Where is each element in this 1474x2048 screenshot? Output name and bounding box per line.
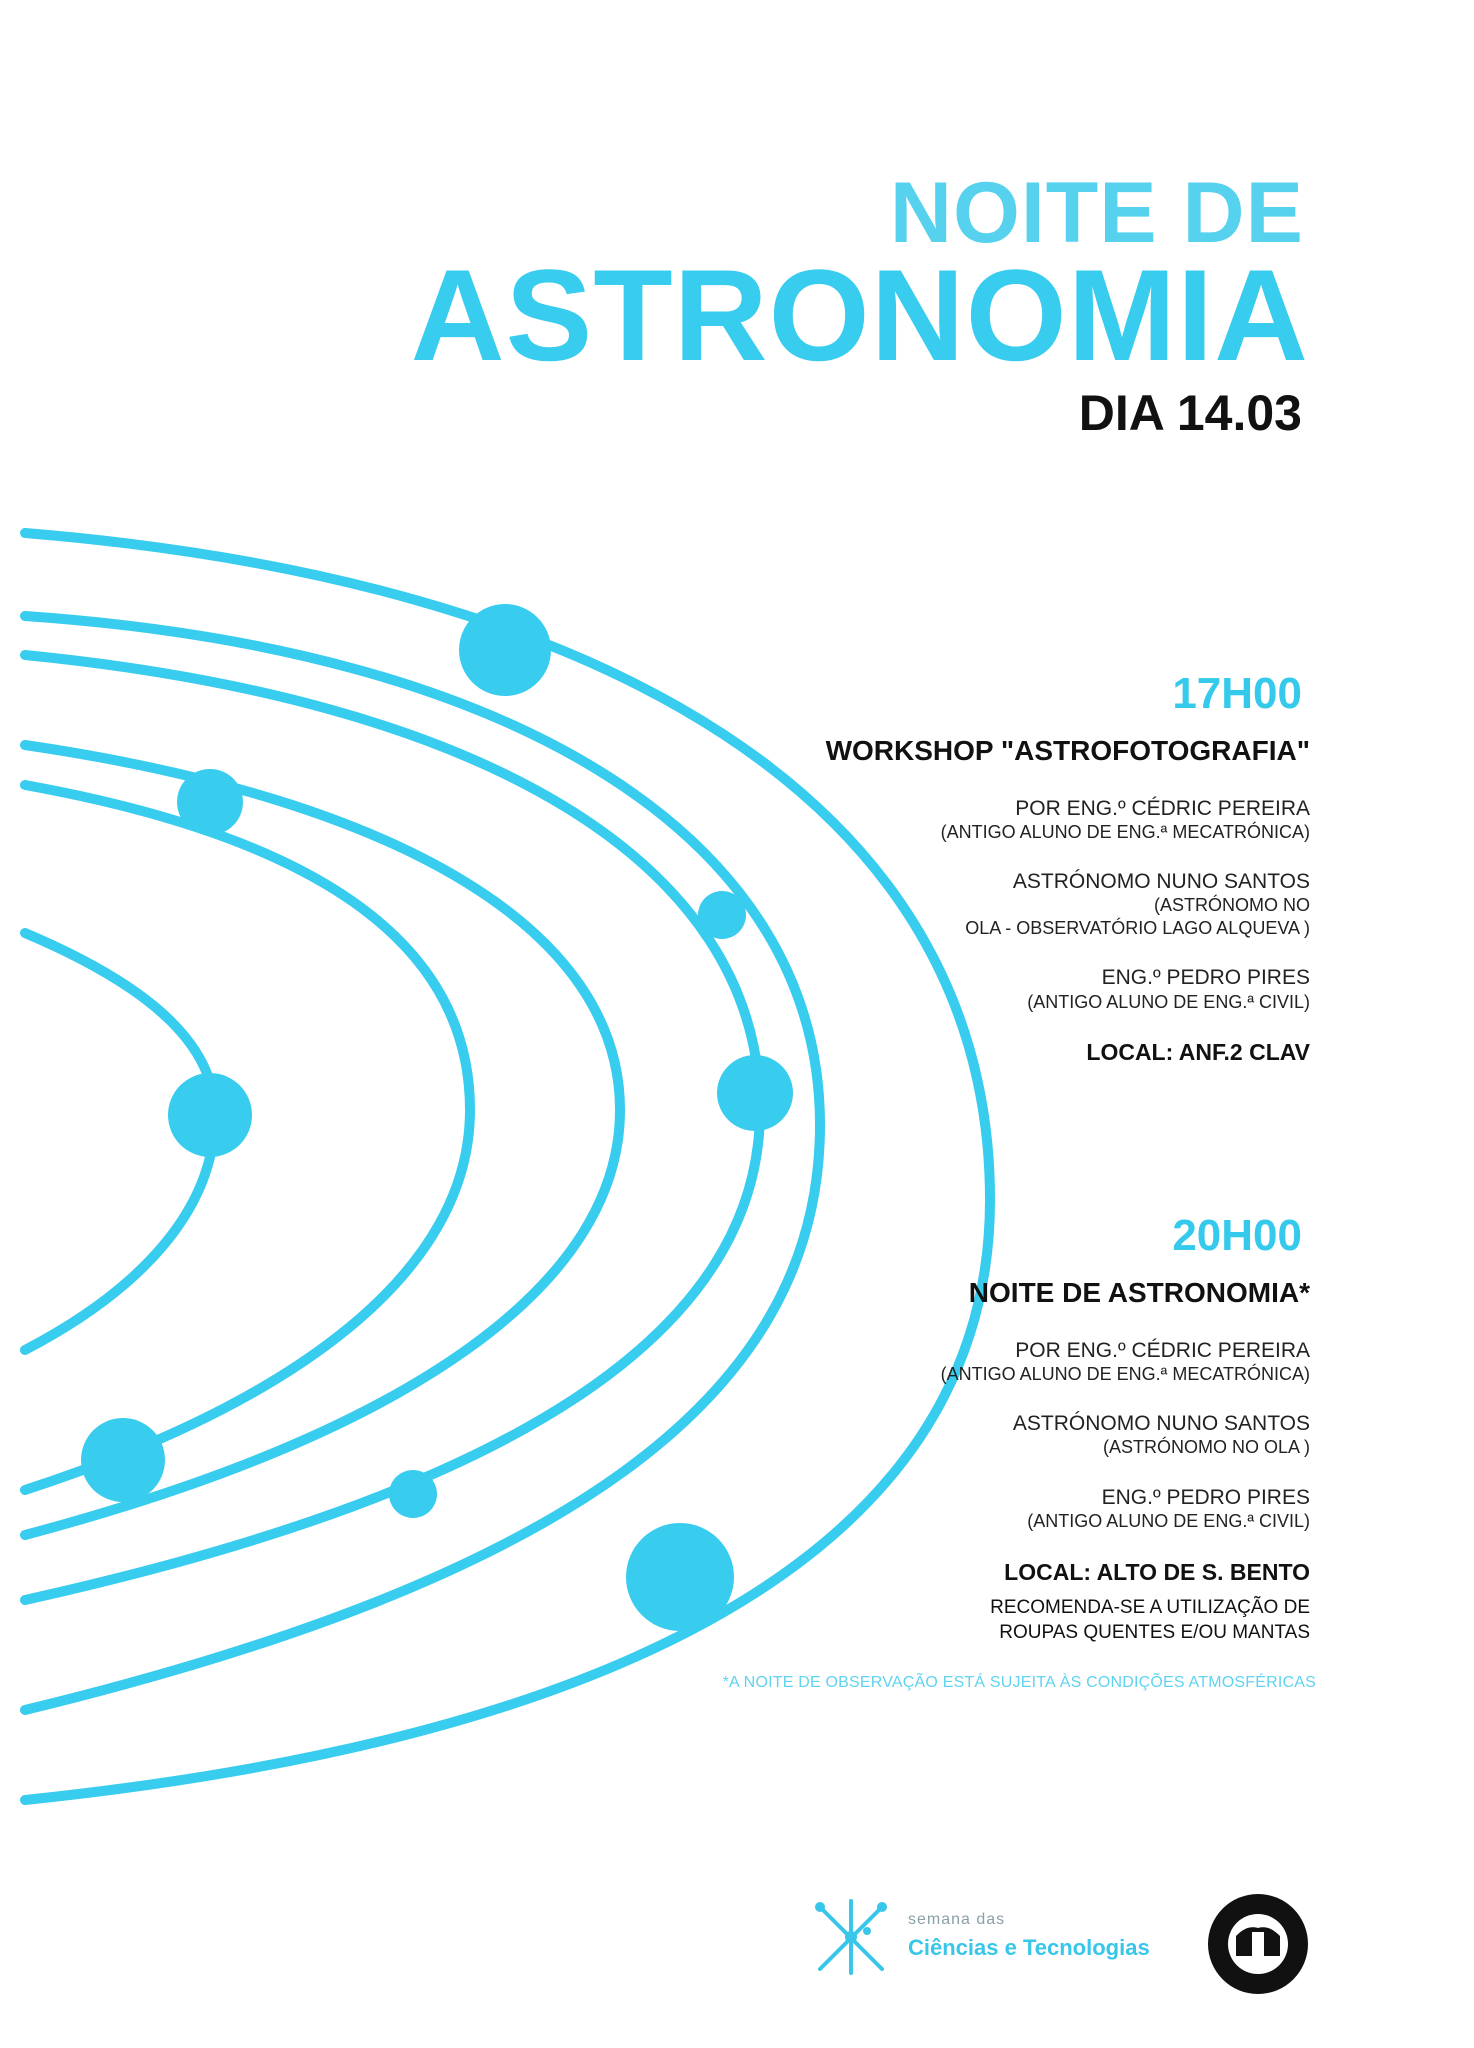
speaker-entry xyxy=(750,869,1310,939)
speaker-name: POR ENG.º CÉDRIC PEREIRA xyxy=(1015,1338,1310,1362)
speaker-note: (ASTRÓNOMO NO xyxy=(1154,895,1310,916)
speaker-name: ENG.º PEDRO PIRES xyxy=(1101,966,1310,990)
title-line-1: NOITE DE xyxy=(889,165,1304,261)
planet-7 xyxy=(389,1470,437,1518)
planet-3 xyxy=(698,891,746,939)
event-title: WORKSHOP "ASTROFOTOGRAFIA" xyxy=(825,735,1310,766)
sct-subtitle: semana das xyxy=(908,1911,1006,1928)
recommendation-line: ROUPAS QUENTES E/OU MANTAS xyxy=(999,1621,1310,1643)
speaker-name: ASTRÓNOMO NUNO SANTOS xyxy=(1012,870,1310,894)
speaker-note: OLA - OBSERVATÓRIO LAGO ALQUEVA ) xyxy=(965,917,1310,938)
speaker-entry xyxy=(750,796,1310,844)
event-title: NOITE DE ASTRONOMIA* xyxy=(968,1277,1310,1308)
event-block-1 xyxy=(750,669,1310,1067)
speaker-note: (ANTIGO ALUNO DE ENG.ª CIVIL) xyxy=(1027,991,1310,1012)
speaker-name: POR ENG.º CÉDRIC PEREIRA xyxy=(1015,796,1310,820)
planet-5 xyxy=(168,1073,252,1157)
speaker-note: (ANTIGO ALUNO DE ENG.ª CIVIL) xyxy=(1027,1511,1310,1532)
planet-1 xyxy=(459,604,551,696)
speaker-name: ENG.º PEDRO PIRES xyxy=(1101,1485,1310,1509)
speaker-note: (ANTIGO ALUNO DE ENG.ª MECATRÓNICA) xyxy=(940,821,1310,842)
speaker-entry xyxy=(750,1411,1310,1459)
event-time: 20H00 xyxy=(1172,1211,1302,1260)
orbit-path-5 xyxy=(25,785,470,1490)
event-location: LOCAL: ALTO DE S. BENTO xyxy=(1004,1558,1310,1585)
university-seal-icon xyxy=(1206,1892,1310,1996)
sct-logo xyxy=(812,1897,1152,1977)
planet-6 xyxy=(81,1418,165,1502)
planet-2 xyxy=(177,769,243,835)
footnote: *A NOITE DE OBSERVAÇÃO ESTÁ SUJEITA ÀS CONDIÇÕES ATMOSFÉRICAS xyxy=(722,1674,1316,1691)
speaker-entry xyxy=(750,965,1310,1013)
speaker-note: (ANTIGO ALUNO DE ENG.ª MECATRÓNICA) xyxy=(940,1363,1310,1384)
orbit-path-4 xyxy=(25,745,620,1535)
planet-8 xyxy=(626,1523,734,1631)
speaker-entry xyxy=(750,1338,1310,1386)
event-time: 17H00 xyxy=(1172,669,1302,718)
speaker-note: (ASTRÓNOMO NO OLA ) xyxy=(1102,1437,1310,1458)
title-line-2: ASTRONOMIA xyxy=(410,242,1309,388)
event-date: DIA 14.03 xyxy=(1078,385,1302,441)
event-block-2 xyxy=(750,1211,1310,1646)
sct-name: Ciências e Tecnologias xyxy=(908,1935,1150,1960)
recommendation-line: RECOMENDA-SE A UTILIZAÇÃO DE xyxy=(990,1597,1310,1619)
atom-star-icon xyxy=(812,1897,892,1977)
speaker-name: ASTRÓNOMO NUNO SANTOS xyxy=(1012,1412,1310,1436)
speaker-entry xyxy=(750,1485,1310,1533)
event-location: LOCAL: ANF.2 CLAV xyxy=(1086,1039,1310,1066)
